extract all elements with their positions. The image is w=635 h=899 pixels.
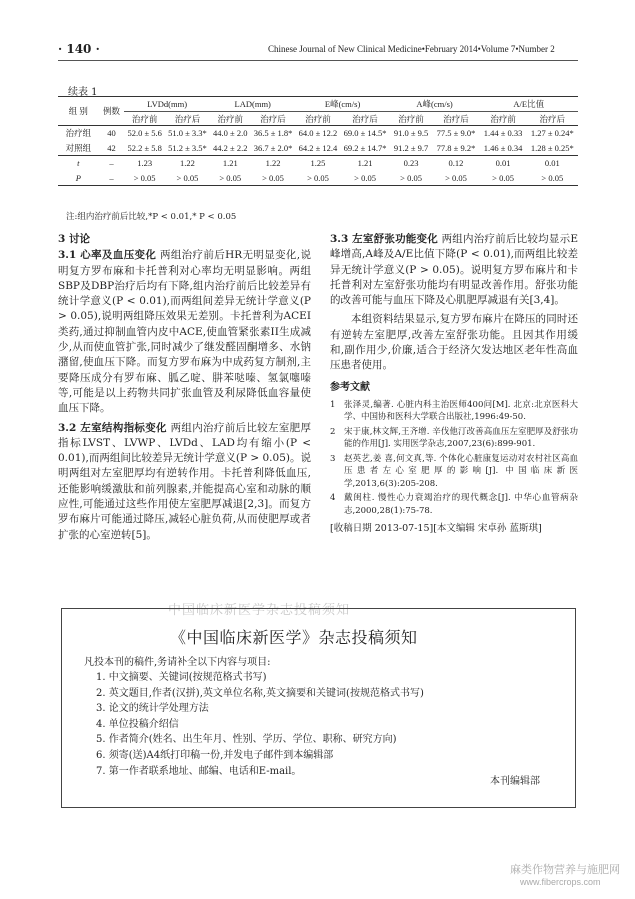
sub-before: 治疗前 (296, 112, 341, 126)
sub-after: 治疗后 (432, 112, 479, 126)
list-item: 5. 作者简介(姓名、出生年月、性别、学历、学位、职称、研究方向) (96, 734, 397, 746)
reference-number: 4 (330, 493, 336, 504)
watermark-text: 麻类作物营养与施肥网 (510, 863, 620, 876)
received-date-line: [收稿日期 2013-07-15][本文编辑 宋卓孙 蓝斯琪] (330, 523, 542, 535)
table-cell: > 0.05 (251, 171, 296, 186)
section-title: 3.1 心率及血压变化 (58, 249, 157, 262)
table-cell: 44.0 ± 2.0 (213, 128, 248, 139)
table-cell: P (58, 171, 99, 186)
right-column (330, 232, 578, 537)
table-cell: 42 (107, 142, 116, 153)
sub-after: 治疗后 (527, 112, 578, 126)
list-item: 6. 须寄(送)A4纸打印稿一份,并发电子邮件到本编辑部 (96, 749, 334, 761)
table-cell: 69.2 ± 14.7* (343, 142, 387, 153)
list-item: 4. 单位投稿介绍信 (96, 718, 179, 730)
col-e-peak: E峰(cm/s) (296, 97, 390, 112)
table-cell: 36.7 ± 2.0* (253, 142, 293, 153)
reference-item (330, 399, 578, 424)
table-note: 注:组内治疗前后比较,*P < 0.01,* P < 0.05 (66, 212, 237, 222)
table-cell: 51.0 ± 3.3* (168, 128, 207, 139)
table-cell: 36.5 ± 1.8* (253, 128, 293, 139)
list-item: 1. 中文摘要、关键词(按规范格式书写) (96, 672, 267, 683)
table-cell: 1.22 (251, 156, 296, 171)
table-cell: 治疗组 (65, 128, 92, 139)
table-cell: t (58, 156, 99, 171)
paragraph: 两组治疗前后HR无明显变化,说明复方罗布麻和卡托普利对心率均无明显影响。两组SBP及DBP治疗后均有下降,组内治疗前后比较差异有统计学意义(P < 0.01),而两组间差异无统计学意义(P > 0.05),说明两组降压效果无差别。卡托普利为ACEI类药,通过抑制血管内皮中ACE,使血管紧张素II生成减少,从而使血管扩张,同时减少了继发醛固酮增多、水钠潴留,使血压下降。而复方罗布麻为中成药复方制剂,主要降压成分有罗布麻、胍乙啶、肼苯哒嗪、氢氯噻嗪等,可能是以上药物共同扩张血管及利尿降低血容量使血压下降。 (58, 249, 311, 415)
section-title: 3.3 左室舒张功能变化 (330, 233, 438, 245)
table-cell: > 0.05 (210, 171, 251, 186)
sub-before: 治疗前 (124, 112, 165, 126)
table-continued-label: 续表 1 (68, 87, 98, 98)
section-title: 3.2 左室结构指标变化 (58, 421, 167, 434)
table-cell: 91.2 ± 9.7 (393, 142, 429, 153)
results-table (58, 96, 578, 186)
table-row (58, 126, 578, 141)
list-item: 2. 英文题目,作者(汉拼),英文单位名称,英文摘要和关键词(按规范格式书写) (96, 687, 424, 699)
table-cell: > 0.05 (340, 171, 389, 186)
table-cell: > 0.05 (432, 171, 479, 186)
table-cell: 52.0 ± 5.6 (127, 128, 162, 139)
reference-text: 赵英艺,姜 喜,何文真,等. 个体化心脏康复运动对农村社区高血压患者左心室肥厚的影响[J]. 中国临床新医学,2013,6(3):205-208. (344, 453, 578, 489)
col-ae-ratio: A/E比值 (480, 97, 578, 112)
reference-item (330, 453, 578, 491)
table-cell: 1.46 ± 0.34 (483, 142, 523, 153)
table-cell: > 0.05 (296, 171, 341, 186)
table-cell: 77.8 ± 9.2* (436, 142, 476, 153)
table-cell: 0.12 (432, 156, 479, 171)
notice-list (96, 670, 424, 779)
sub-after: 治疗后 (251, 112, 296, 126)
sub-before: 治疗前 (210, 112, 251, 126)
list-item: 7. 第一作者联系地址、邮编、电话和E-mail。 (96, 765, 302, 777)
table-cell: 91.0 ± 9.5 (393, 128, 429, 139)
table-cell: 69.0 ± 14.5* (343, 128, 387, 139)
col-lvdd: LVDd(mm) (124, 97, 210, 112)
header-rule (58, 60, 578, 61)
table-cell: > 0.05 (480, 171, 527, 186)
page-number: · 140 · (58, 42, 100, 56)
reference-number: 3 (330, 453, 336, 464)
table-cell: 1.22 (165, 156, 210, 171)
reference-text: 张泽灵,编著. 心脏内科主治医师400问[M]. 北京:北京医科大学、中国协和医科大学联合出版社,1996:49-50. (344, 399, 578, 423)
table-cell: 64.0 ± 12.2 (298, 128, 338, 139)
left-column (58, 232, 311, 543)
table-cell: 40 (107, 128, 116, 139)
table-cell: > 0.05 (390, 171, 433, 186)
table-cell: – (99, 171, 125, 186)
list-item: 3. 论文的统计学处理方法 (96, 703, 209, 715)
conclusion-paragraph: 本组资料结果显示,复方罗布麻片在降压的同时还有逆转左室肥厚,改善左室舒张功能。且因其作用缓和,副作用少,价廉,适合于经济欠发达地区老年性高血压患者使用。 (330, 313, 578, 372)
table-cell: 1.23 (124, 156, 165, 171)
paragraph: 两组内治疗前后比较左室肥厚指标LVST、LVWP、LVDd、LAD均有缩小(P < 0.01),而两组间比较差异无统计学意义(P > 0.05)。说明两组对左室肥厚均有逆转作用。卡托普利降低血压,还能影响缓激肽和前列腺素,并能提高心室和动脉的顺应性,可能通过这些作用使左室肥厚减退[2,3]。而复方罗布麻片可能通过降压,减轻心脏负荷,从而使肥厚或者扩张的心室逆转[5]。 (58, 421, 311, 541)
col-group: 组 别 (58, 97, 99, 126)
table-cell: 77.5 ± 9.0* (436, 128, 476, 139)
col-lad: LAD(mm) (210, 97, 296, 112)
table-cell: > 0.05 (124, 171, 165, 186)
table-cell: 1.44 ± 0.33 (483, 128, 523, 139)
table-cell: 1.28 ± 0.25* (530, 142, 574, 153)
table-cell: 0.23 (390, 156, 433, 171)
col-a-peak: A峰(cm/s) (390, 97, 480, 112)
notice-title: 《中国临床新医学》杂志投稿须知 (170, 628, 418, 647)
notice-bleed-text: 中国临床新医学杂志投稿须知 (168, 603, 351, 618)
table-cell: > 0.05 (527, 171, 578, 186)
discussion-heading: 3 讨论 (58, 233, 90, 245)
journal-header: Chinese Journal of New Clinical Medicine•February 2014•Volume 7•Number 2 (268, 44, 555, 54)
table-cell: 52.2 ± 5.8 (127, 142, 162, 153)
reference-number: 1 (330, 399, 336, 410)
paragraph: 两组内治疗前后比较均显示E峰增高,A峰及A/E比值下降(P < 0.01),而两组比较差异无统计学意义(P > 0.05)。说明复方罗布麻片和卡托普利对左室舒张功能均有明显改善作用。舒张功能的改善可能与血压下降及心肌肥厚减退有关[3,4]。 (330, 233, 578, 307)
table-cell: – (99, 156, 125, 171)
table-cell: 44.2 ± 2.2 (213, 142, 248, 153)
table-cell: 51.2 ± 3.5* (168, 142, 207, 153)
table-cell: 1.21 (340, 156, 389, 171)
sub-after: 治疗后 (165, 112, 210, 126)
table-cell: 0.01 (527, 156, 578, 171)
reference-text: 宋于康,林文辉,王齐增. 辛伐他汀改善高血压左室肥厚及舒张功能的作用[J]. 实用医学杂志,2007,23(6):899-901. (344, 426, 578, 450)
table-cell: 对照组 (65, 142, 92, 153)
section-3-3 (330, 232, 578, 308)
reference-number: 2 (330, 426, 336, 437)
sub-before: 治疗前 (480, 112, 527, 126)
table-cell: 64.2 ± 12.4 (298, 142, 338, 153)
table-row (58, 156, 578, 171)
col-n: 例数 (99, 97, 125, 126)
sub-before: 治疗前 (390, 112, 433, 126)
reference-text: 戴闺柱. 慢性心力衰竭治疗的现代概念[J]. 中华心血管病杂志,2000,28(1):75-78. (344, 493, 578, 516)
reference-item (330, 426, 578, 451)
section-3-2 (58, 421, 311, 543)
table-row (58, 171, 578, 186)
table-cell: 1.27 ± 0.24* (530, 128, 574, 139)
notice-intro: 凡投本刊的稿件,务请补全以下内容与项目: (84, 657, 271, 668)
table-cell: 1.25 (296, 156, 341, 171)
table-cell: 1.21 (210, 156, 251, 171)
references-heading: 参考文献 (330, 381, 370, 393)
section-3-1 (58, 248, 311, 416)
sub-after: 治疗后 (340, 112, 389, 126)
table-cell: > 0.05 (165, 171, 210, 186)
notice-signature: 本刊编辑部 (490, 776, 540, 787)
reference-item (330, 492, 578, 517)
table-cell: 0.01 (480, 156, 527, 171)
table-row (58, 141, 578, 156)
watermark-url: www.fibercrops.com (520, 877, 601, 887)
